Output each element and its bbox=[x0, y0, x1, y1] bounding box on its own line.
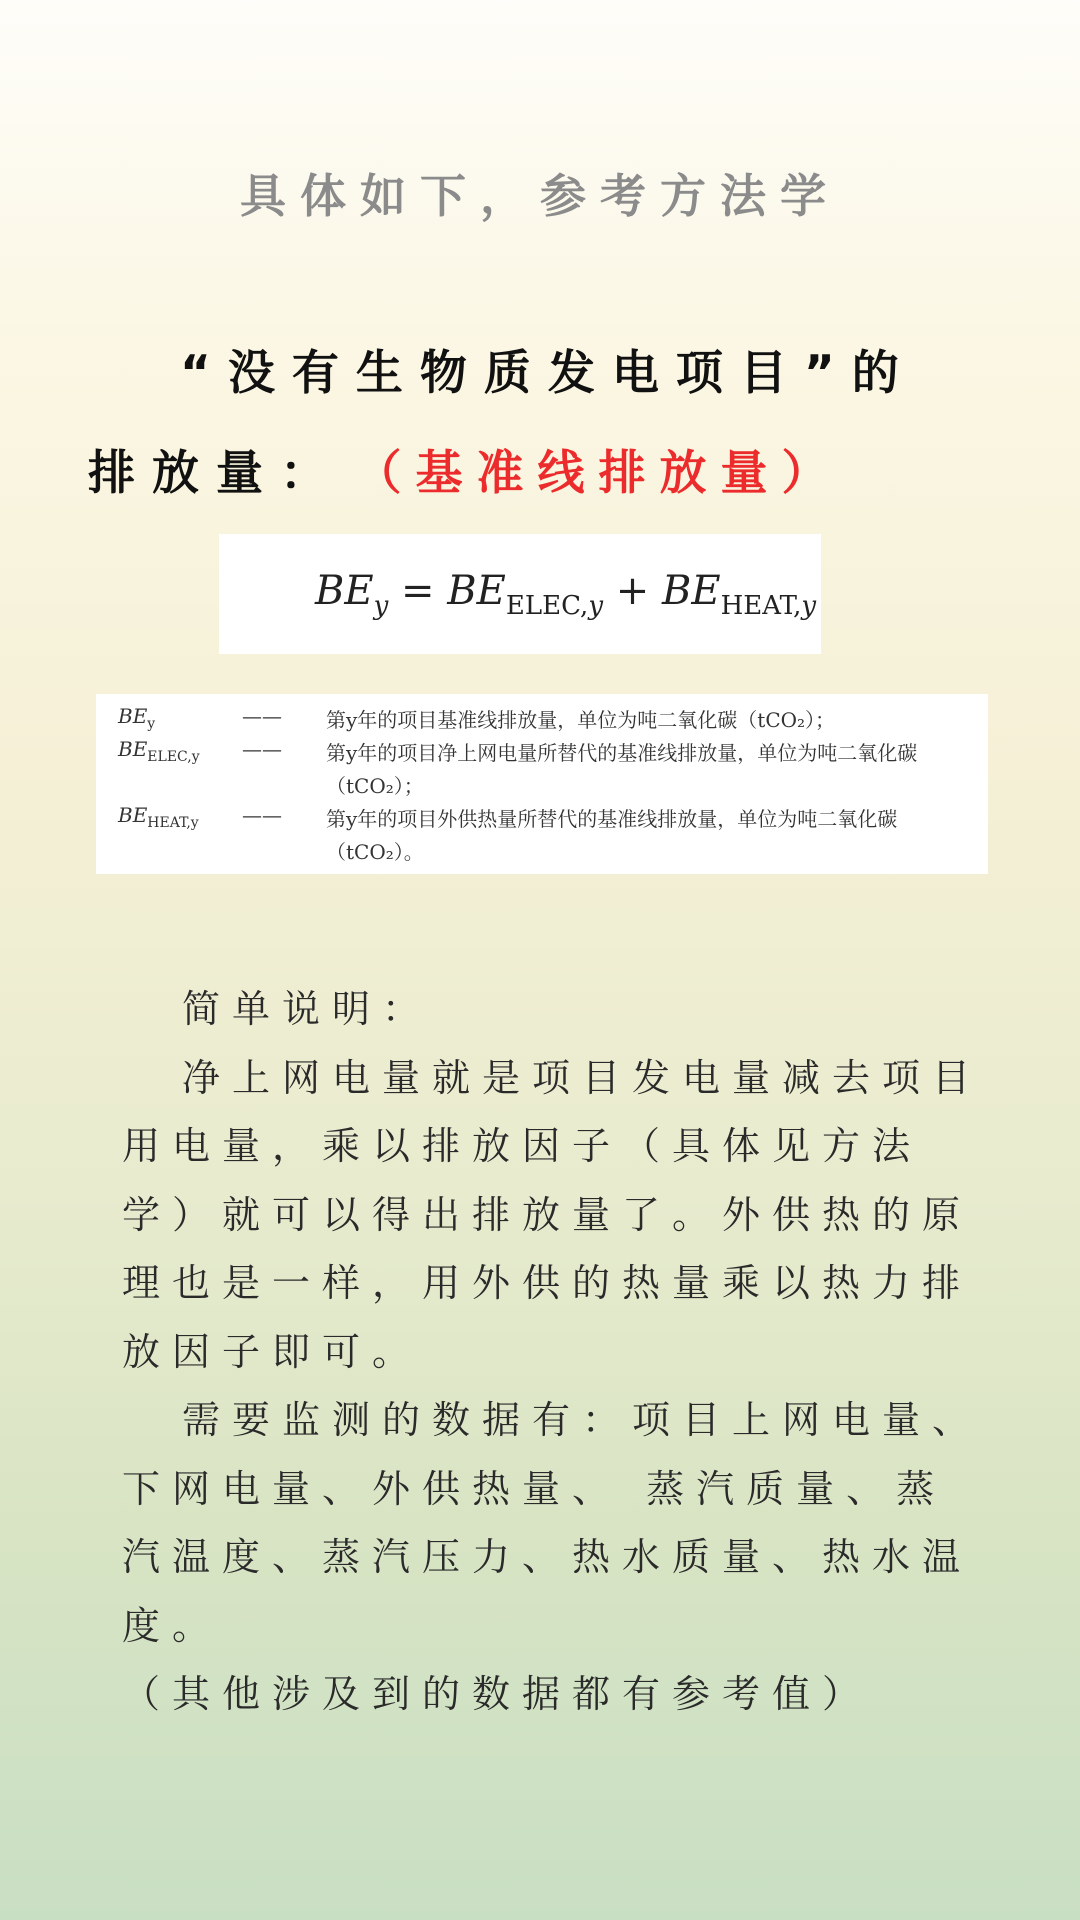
formula-lhs: BE bbox=[315, 568, 374, 614]
formula-term2: BE bbox=[661, 568, 721, 614]
definition-row bbox=[96, 737, 988, 803]
formula-plus: + bbox=[615, 568, 650, 614]
formula-box bbox=[219, 534, 821, 654]
title-prefix: 排放量： bbox=[88, 446, 344, 501]
definition-symbol bbox=[118, 737, 200, 765]
definition-dash: —— bbox=[242, 704, 282, 728]
formula-term2-sub: HEAT, bbox=[720, 591, 802, 621]
formula-lhs-sub: y bbox=[373, 591, 389, 621]
definition-symbol-base: BE bbox=[118, 704, 148, 728]
definition-symbol-base: BE bbox=[118, 803, 148, 827]
definition-symbol bbox=[118, 803, 199, 831]
explanation-paragraph-2: 需要监测的数据有：项目上网电量、下网电量、外供热量、 蒸汽质量、蒸汽温度、蒸汽压力、热水质量、热水温度。 bbox=[122, 1398, 983, 1648]
title-highlight: （基准线排放量） bbox=[378, 446, 843, 501]
definition-dash: —— bbox=[242, 803, 282, 827]
explanation-note: （其他涉及到的数据都有参考值） bbox=[122, 1672, 873, 1716]
title-line-1: “没有生物质发电项目”的 bbox=[180, 346, 916, 401]
definition-dash: —— bbox=[242, 737, 282, 761]
formula-equals: = bbox=[401, 568, 435, 614]
definition-symbol-sub: HEAT,y bbox=[147, 815, 199, 831]
title-line-2 bbox=[88, 436, 843, 503]
explanation-paragraph-1: 净上网电量就是项目发电量减去项目用电量，乘以排放因子（具体见方法学）就可以得出排放量了。外供热的原理也是一样，用外供的热量乘以热力排放因子即可。 bbox=[122, 1055, 983, 1374]
definition-symbol-sub: ELEC,y bbox=[147, 749, 200, 765]
definition-text: 第y年的项目外供热量所替代的基准线排放量，单位为吨二氧化碳（tCO₂）。 bbox=[326, 807, 898, 864]
formula-term1-sub: ELEC, bbox=[505, 591, 589, 621]
definition-symbol bbox=[118, 704, 155, 732]
definition-text: 第y年的项目净上网电量所替代的基准线排放量，单位为吨二氧化碳（tCO₂）； bbox=[326, 741, 918, 798]
explanation-body bbox=[122, 975, 982, 1729]
formula bbox=[315, 568, 816, 621]
definition-row bbox=[96, 704, 988, 737]
definition-symbol-base: BE bbox=[118, 737, 148, 761]
definition-row bbox=[96, 803, 988, 869]
formula-term1: BE bbox=[447, 568, 506, 614]
formula-term1-sub-var: y bbox=[588, 591, 604, 621]
definition-symbol-sub: y bbox=[147, 716, 156, 732]
formula-term2-sub-var: y bbox=[801, 591, 817, 621]
page-heading: 具体如下，参考方法学 bbox=[240, 169, 840, 223]
definition-text: 第y年的项目基准线排放量，单位为吨二氧化碳（tCO₂）； bbox=[326, 708, 836, 732]
definitions-box bbox=[96, 694, 988, 874]
explanation-label: 简单说明： bbox=[182, 987, 433, 1031]
